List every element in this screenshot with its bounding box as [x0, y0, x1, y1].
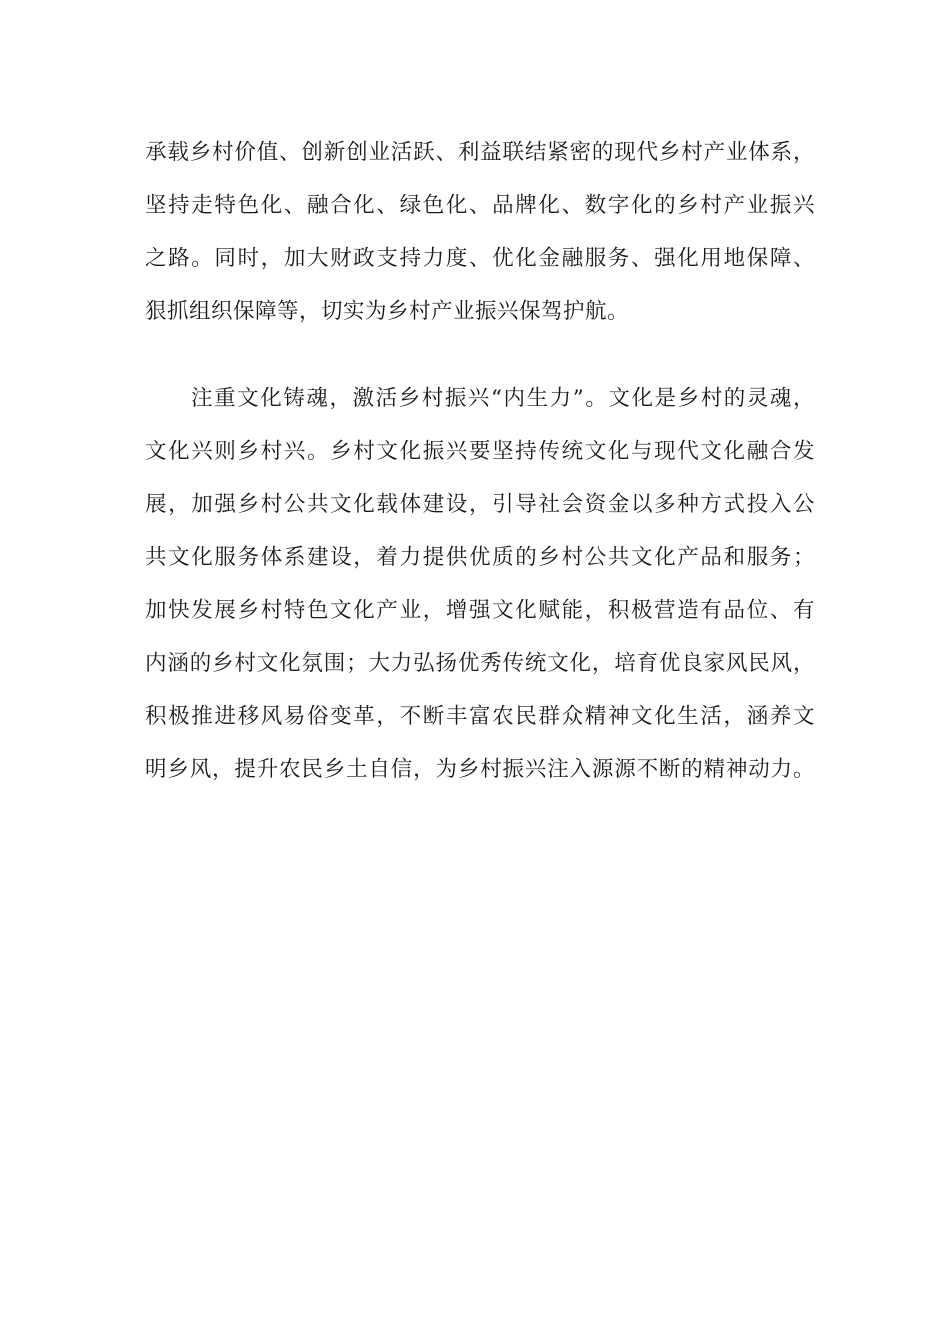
paragraph-line: 狠抓组织保障等，切实为乡村产业振兴保驾护航。: [145, 299, 630, 324]
paragraph-industry-revitalization: [145, 126, 815, 338]
paragraph-line: 之路。同时，加大财政支持力度、优化金融服务、强化用地保障、: [145, 246, 815, 271]
paragraph-line: 积极推进移风易俗变革，不断丰富农民群众精神文化生活，涵养文: [145, 704, 815, 729]
paragraph-line: 加快发展乡村特色文化产业，增强文化赋能，积极营造有品位、有: [145, 598, 815, 623]
paragraph-line: 共文化服务体系建设，着力提供优质的乡村公共文化产品和服务；: [145, 545, 815, 570]
paragraph-line: 承载乡村价值、创新创业活跃、利益联结紧密的现代乡村产业体系，: [145, 140, 815, 165]
paragraph-line: 内涵的乡村文化氛围；大力弘扬优秀传统文化，培育优良家风民风，: [145, 651, 815, 676]
paragraph-line: 注重文化铸魂，激活乡村振兴“内生力”。文化是乡村的灵魂，: [191, 386, 815, 411]
paragraph-line: 坚持走特色化、融合化、绿色化、品牌化、数字化的乡村产业振兴: [145, 193, 815, 218]
paragraph-cultural-revitalization: [145, 372, 815, 796]
paragraph-line: 展，加强乡村公共文化载体建设，引导社会资金以多种方式投入公: [145, 492, 815, 517]
paragraph-line: 文化兴则乡村兴。乡村文化振兴要坚持传统文化与现代文化融合发: [145, 439, 815, 464]
paragraph-line: 明乡风，提升农民乡土自信，为乡村振兴注入源源不断的精神动力。: [145, 757, 815, 782]
